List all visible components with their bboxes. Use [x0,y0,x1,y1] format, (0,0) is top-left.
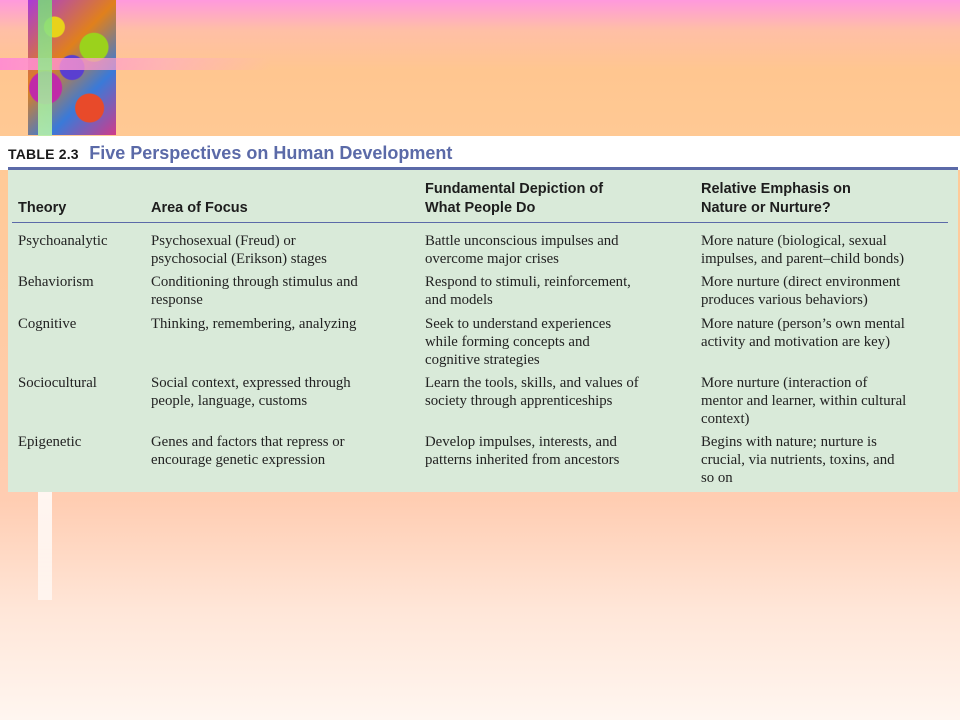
table-row-depiction: Seek to understand experiences while forming concepts and cognitive strategies [425,316,612,368]
table-row-theory: Cognitive [18,316,77,332]
table-row-theory: Epigenetic [18,434,82,450]
table-row-focus: Conditioning through stimulus and response [151,274,358,308]
table-row-focus: Psychosexual (Freud) or psychosocial (Erikson) stages [151,233,327,267]
table-row-focus: Genes and factors that repress or encourage genetic expression [151,434,345,468]
table-caption: Five Perspectives on Human Development [89,143,453,163]
table-row-theory: Psychoanalytic [18,233,108,249]
header-area-of-focus: Area of Focus [151,200,248,216]
table-row-depiction: Respond to stimuli, reinforcement, and models [425,274,631,308]
table-row-emphasis: Begins with nature; nurture is crucial, via nutrients, toxins, and so on [701,434,895,486]
table-panel [0,136,960,720]
header-rule [12,222,948,223]
table-row-emphasis: More nature (person’s own mental activity and motivation are key) [701,316,905,350]
table-row-focus: Thinking, remembering, analyzing [151,316,357,332]
table-row-depiction: Develop impulses, interests, and patterns inherited from ancestors [425,434,620,468]
header-depiction: Fundamental Depiction of What People Do [425,181,604,216]
table-number: TABLE 2.3 [8,146,79,162]
table-row-depiction: Battle unconscious impulses and overcome major crises [425,233,619,267]
header-emphasis: Relative Emphasis on Nature or Nurture? [701,181,851,216]
table-row-depiction: Learn the tools, skills, and values of society through apprenticeships [425,375,639,409]
table-row-emphasis: More nature (biological, sexual impulses, and parent–child bonds) [701,233,905,267]
header-theory: Theory [18,200,67,216]
table-row-focus: Social context, expressed through people, language, customs [151,375,351,409]
table-row-emphasis: More nurture (interaction of mentor and learner, within cultural context) [701,375,907,427]
table-row-emphasis: More nurture (direct environment produces various behaviors) [701,274,901,308]
table-row-theory: Sociocultural [18,375,97,391]
table-row-theory: Behaviorism [18,274,94,290]
table-title [8,143,452,164]
